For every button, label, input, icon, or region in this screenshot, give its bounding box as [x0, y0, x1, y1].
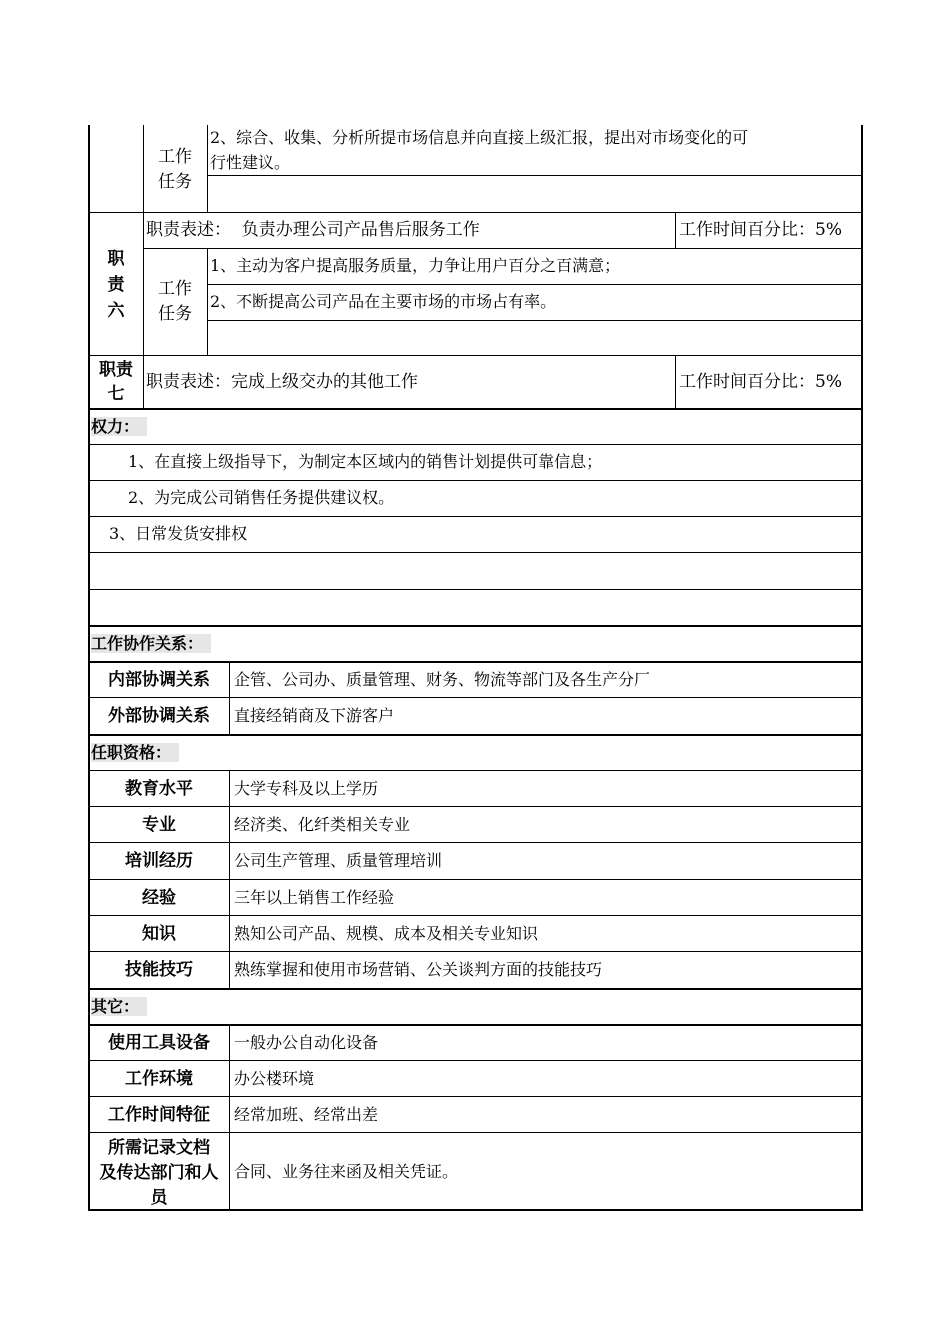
qual-training-label: 培训经历 [125, 851, 193, 871]
duty7-desc: 职责表述：完成上级交办的其他工作 [146, 372, 418, 392]
qual-education-label: 教育水平 [125, 779, 193, 799]
qual-major-value: 经济类、化纤类相关专业 [234, 815, 411, 834]
duty5-task-2: 2、综合、收集、分析所提市场信息并向直接上级汇报，提出对市场变化的可 [210, 128, 749, 147]
divider [207, 175, 862, 176]
qual-knowledge-label: 知识 [142, 924, 176, 944]
divider [88, 1060, 863, 1061]
divider [675, 355, 676, 408]
divider [88, 552, 863, 553]
other-environment-value: 办公楼环境 [234, 1069, 315, 1088]
divider [207, 320, 862, 321]
divider [88, 842, 863, 843]
divider [88, 951, 863, 952]
duty6-task-1: 1、主动为客户提高服务质量，力争让用户百分之百满意； [210, 256, 621, 275]
other-environment-label: 工作环境 [125, 1069, 193, 1089]
divider [88, 1132, 863, 1133]
section-divider [88, 625, 863, 627]
other-worktime-label: 工作时间特征 [108, 1105, 210, 1125]
duty6-desc: 职责表述： 负责办理公司产品售后服务工作 [146, 220, 480, 240]
divider [88, 661, 863, 663]
qual-skills-label: 技能技巧 [125, 960, 193, 980]
qual-knowledge-value: 熟知公司产品、规模、成本及相关专业知识 [234, 924, 539, 943]
divider [88, 444, 863, 445]
divider [207, 284, 862, 285]
divider [229, 1024, 230, 1210]
duty6-task-label: 工作 任务 [158, 279, 192, 324]
divider [88, 1096, 863, 1097]
divider [88, 770, 863, 771]
other-worktime-value: 经常加班、经常出差 [234, 1105, 379, 1124]
duty7-label: 职责 七 [99, 360, 133, 404]
duty6-label: 职 责 六 [107, 249, 125, 321]
authority-item-2: 2、为完成公司销售任务提供建议权。 [128, 488, 395, 507]
collab-internal-value: 企管、公司办、质量管理、财务、物流等部门及各生产分厂 [234, 670, 651, 689]
divider [143, 248, 862, 249]
qual-experience-label: 经验 [142, 888, 176, 908]
qual-training-value: 公司生产管理、质量管理培训 [234, 851, 443, 870]
duty6-task-2: 2、不断提高公司产品在主要市场的市场占有率。 [210, 292, 557, 311]
authority-title: 权力： [89, 414, 147, 440]
other-documents-label: 所需记录文档 及传达部门和人 员 [99, 1138, 219, 1208]
authority-item-1: 1、在直接上级指导下，为制定本区域内的销售计划提供可靠信息； [128, 452, 603, 471]
divider [88, 879, 863, 880]
duty7-time: 工作时间百分比：5% [679, 372, 842, 392]
table-right-border [861, 125, 863, 1211]
duty5-task-2-cont: 行性建议。 [210, 153, 291, 172]
divider [675, 212, 676, 248]
section-divider [88, 408, 863, 410]
other-documents-value: 合同、业务往来函及相关凭证。 [234, 1162, 459, 1181]
divider [88, 806, 863, 807]
divider [143, 355, 144, 408]
collab-internal-label: 内部协调关系 [108, 670, 210, 690]
divider [88, 355, 863, 356]
collab-external-value: 直接经销商及下游客户 [234, 706, 395, 725]
section-divider [88, 734, 863, 736]
collab-external-label: 外部协调关系 [108, 706, 210, 726]
divider [88, 589, 863, 590]
divider [88, 1024, 863, 1026]
duty6-time: 工作时间百分比：5% [679, 220, 842, 240]
divider [143, 125, 144, 212]
divider [143, 212, 144, 355]
authority-item-3: 3、日常发货安排权 [109, 524, 248, 543]
divider [88, 212, 863, 213]
collaboration-title: 工作协作关系： [89, 631, 211, 657]
other-tools-value: 一般办公自动化设备 [234, 1033, 379, 1052]
divider [88, 915, 863, 916]
divider [207, 248, 208, 355]
divider [88, 697, 863, 698]
other-title: 其它： [89, 994, 147, 1020]
divider [88, 516, 863, 517]
qual-education-value: 大学专科及以上学历 [234, 779, 379, 798]
qual-experience-value: 三年以上销售工作经验 [234, 888, 395, 907]
qual-major-label: 专业 [142, 815, 176, 835]
divider [207, 125, 208, 212]
divider [88, 480, 863, 481]
qual-skills-value: 熟练掌握和使用市场营销、公关谈判方面的技能技巧 [234, 960, 603, 979]
section-divider [88, 988, 863, 990]
duty5-task-label: 工作 任务 [158, 147, 192, 192]
qualification-title: 任职资格： [89, 740, 179, 766]
other-tools-label: 使用工具设备 [108, 1033, 210, 1053]
